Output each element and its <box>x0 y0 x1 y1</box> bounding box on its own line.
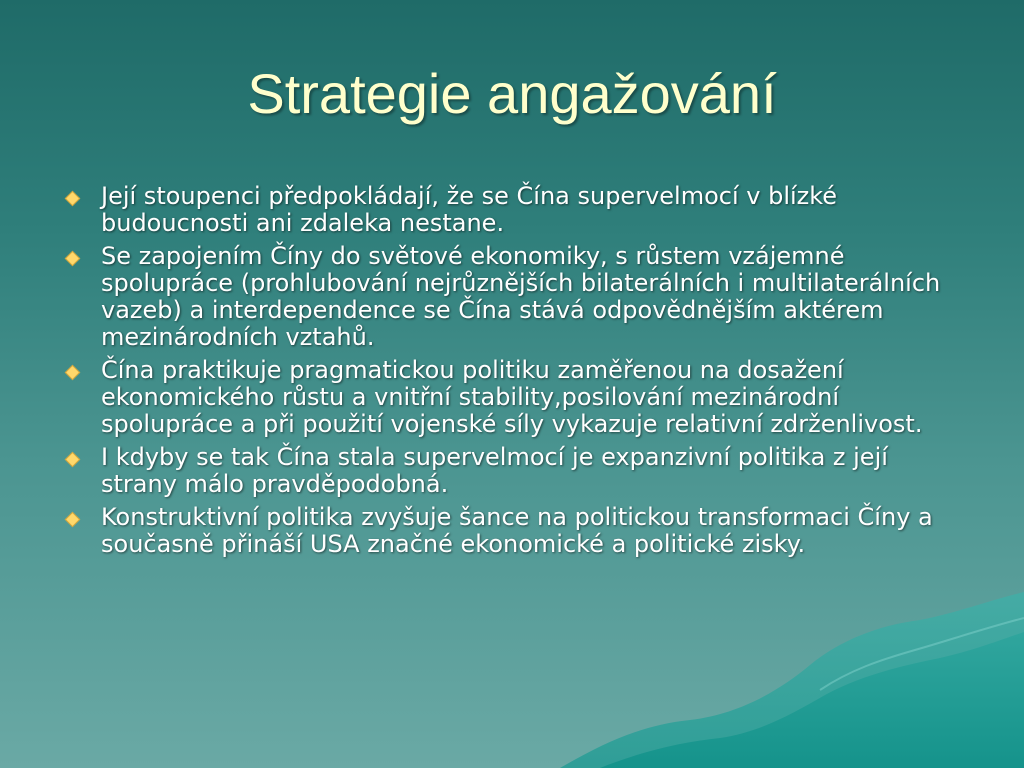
bullet-text: Se zapojením Číny do světové ekonomiky, s růstem vzájemné spolupráce (prohlubování nejrůznějších bilaterálních i multilaterálních vazeb) a interdependence se Čína stává odpovědnějším aktérem mezinárodních vztahů. <box>101 242 941 351</box>
bullet-list <box>62 183 962 564</box>
diamond-bullet-icon <box>65 365 81 381</box>
diamond-bullet-icon <box>65 512 81 528</box>
bullet-item <box>62 357 962 438</box>
diamond-bullet-icon <box>65 251 81 267</box>
diamond-bullet-icon <box>65 452 81 468</box>
bullet-text: Její stoupenci předpokládají, že se Čína supervelmocí v blízké budoucnosti ani zdaleka nestane. <box>101 182 838 237</box>
bullet-item <box>62 183 962 237</box>
bullet-item <box>62 444 962 498</box>
bullet-text: I kdyby se tak Čína stala supervelmocí je expanzivní politika z její strany málo pravděpodobná. <box>101 443 888 498</box>
diamond-bullet-icon <box>65 191 81 207</box>
bullet-text: Konstruktivní politika zvyšuje šance na politickou transformaci Číny a současně přináší USA značné ekonomické a politické zisky. <box>101 503 933 558</box>
bullet-item <box>62 504 962 558</box>
bullet-text: Čína praktikuje pragmatickou politiku zaměřenou na dosažení ekonomického růstu a vnitřní stability,posilování mezinárodní spolupráce a při použití vojenské síly vykazuje relativní zdrženlivost. <box>101 356 923 438</box>
bullet-item <box>62 243 962 351</box>
slide-title: Strategie angažování <box>247 62 777 125</box>
